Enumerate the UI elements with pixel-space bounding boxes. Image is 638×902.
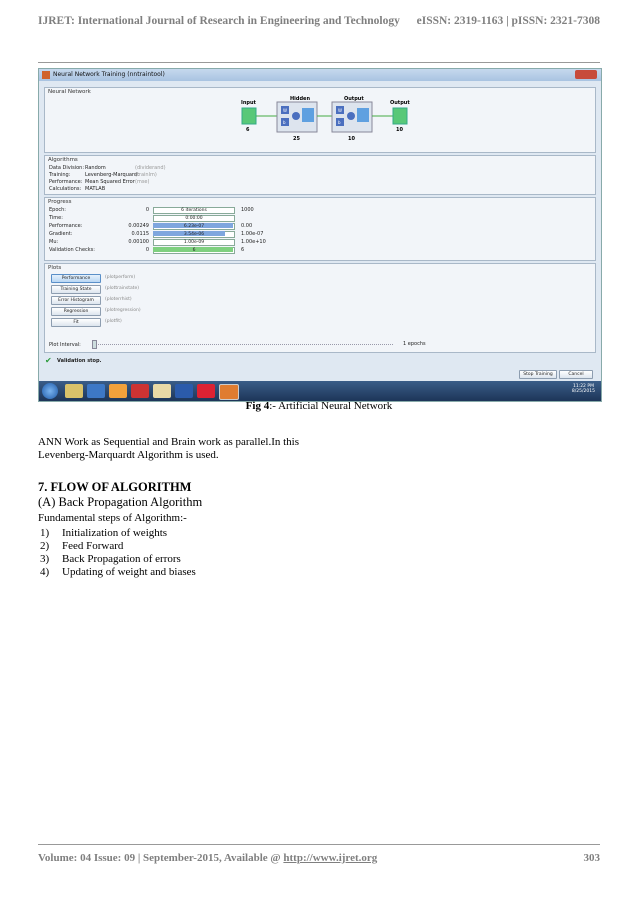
hidden-label: Hidden — [290, 96, 311, 102]
section-subheading: (A) Back Propagation Algorithm — [38, 495, 203, 509]
folder-icon[interactable] — [153, 384, 171, 398]
progress-current: 1.00e-09 — [183, 240, 205, 245]
plot-training-state-button[interactable]: Training State — [51, 285, 101, 294]
plot-fn: (ploterrhist) — [105, 297, 132, 302]
clock-date: 8/25/2015 — [571, 389, 595, 394]
plot-fn: (plotperform) — [105, 275, 136, 280]
output-node — [393, 108, 407, 124]
progress-label: Gradient: — [49, 231, 73, 237]
progress-bar — [153, 231, 235, 238]
figure-caption — [0, 400, 638, 412]
progress-current: 6 iterations — [181, 208, 207, 213]
pdf-icon[interactable] — [131, 384, 149, 398]
acrobat-icon[interactable] — [197, 384, 215, 398]
footer-rule — [38, 844, 600, 845]
progress-label: Epoch: — [49, 207, 66, 213]
network-diagram — [45, 88, 595, 152]
matlab-taskbar-icon[interactable] — [219, 384, 239, 400]
progress-bar — [153, 223, 235, 230]
progress-panel — [44, 197, 596, 261]
output-sum — [347, 112, 355, 120]
panel-title: Neural Network — [48, 89, 91, 95]
progress-end: 1.00e-07 — [241, 231, 264, 237]
output-layer-label: Output — [344, 96, 364, 102]
hidden-sum — [292, 112, 300, 120]
system-clock — [572, 384, 595, 394]
plot-fn: (plotregression) — [105, 308, 141, 313]
nntraintool-screenshot — [38, 68, 602, 402]
page-footer — [38, 852, 600, 864]
algorithms-panel — [44, 155, 596, 195]
progress-current: 6.23e-07 — [183, 224, 205, 229]
b-glyph: b — [283, 120, 286, 125]
progress-end: 1.00e+10 — [241, 239, 266, 245]
plot-interval-label: Plot Interval: — [49, 342, 81, 348]
paragraph-line: ANN Work as Sequential and Brain work as parallel.In this — [38, 436, 300, 448]
progress-label: Validation Checks: — [49, 247, 95, 253]
progress-end: 0.00 — [241, 223, 253, 229]
list-item — [40, 566, 196, 579]
panel-title: Plots — [48, 265, 62, 271]
word-icon[interactable] — [175, 384, 193, 398]
explorer-icon[interactable] — [65, 384, 83, 398]
step-text: Feed Forward — [62, 540, 124, 552]
section-intro: Fundamental steps of Algorithm:- — [38, 512, 187, 524]
page-header — [38, 15, 600, 29]
step-text: Back Propagation of errors — [62, 553, 181, 565]
progress-end: 6 — [241, 247, 245, 253]
close-icon[interactable] — [575, 70, 597, 79]
step-text: Updating of weight and biases — [62, 566, 196, 578]
w-glyph: W — [338, 108, 342, 113]
plot-regression-button[interactable]: Regression — [51, 307, 101, 316]
section-heading: 7. FLOW OF ALGORITHM — [38, 480, 192, 494]
b-glyph: b — [338, 120, 341, 125]
plot-fn: (plottrainstate) — [105, 286, 140, 291]
progress-end: 1000 — [241, 207, 254, 213]
algorithm-label: Training: — [49, 172, 71, 178]
output-transfer — [357, 108, 369, 122]
firefox-icon[interactable] — [109, 384, 127, 398]
output-layer-count: 10 — [348, 136, 355, 142]
hidden-transfer — [302, 108, 314, 122]
algorithm-value: MATLAB — [85, 186, 106, 192]
progress-current: 3.54e-06 — [183, 232, 205, 237]
plot-interval-value: 1 epochs — [403, 341, 426, 347]
progress-bar — [153, 239, 235, 246]
window-title: Neural Network Training (nntraintool) — [53, 71, 165, 78]
panel-title: Algorithms — [48, 157, 78, 163]
input-count: 6 — [246, 127, 250, 133]
cancel-button[interactable]: Cancel — [559, 370, 593, 379]
algorithm-fn: (dividerand) — [135, 165, 166, 171]
footer-link[interactable]: http://www.ijret.org — [283, 852, 378, 864]
footer-volume: Volume: 04 Issue: 09 | September-2015, Available @ — [38, 852, 284, 864]
plot-interval-slider[interactable] — [93, 344, 393, 346]
step-text: Initialization of weights — [62, 527, 168, 539]
progress-start: 0.00100 — [128, 239, 149, 245]
w-glyph: W — [283, 108, 287, 113]
algorithm-fn: (trainlm) — [135, 172, 157, 178]
progress-start: 0.0115 — [131, 231, 149, 237]
plot-performance-button[interactable]: Performance — [51, 274, 101, 283]
status-text: Validation stop. — [57, 358, 102, 364]
progress-bar — [153, 215, 235, 222]
progress-current: 0:00:00 — [185, 216, 203, 221]
list-item — [40, 553, 196, 566]
progress-bar — [153, 207, 235, 214]
media-player-icon[interactable] — [87, 384, 105, 398]
algorithm-value: Mean Squared Error — [85, 179, 135, 185]
progress-label: Performance: — [49, 223, 83, 229]
hidden-count: 25 — [293, 136, 300, 142]
output-label: Output — [390, 100, 410, 106]
algorithm-fn: (mse) — [135, 179, 150, 185]
progress-bar — [153, 247, 235, 254]
caption-text: :- Artificial Neural Network — [269, 400, 393, 412]
step-number: 4) — [40, 566, 50, 578]
matlab-icon — [42, 71, 50, 79]
caption-label: Fig 4 — [245, 400, 270, 412]
steps-list — [40, 527, 196, 579]
input-label: Input — [241, 100, 256, 106]
algorithm-value: Levenberg-Marquardt — [85, 172, 140, 178]
clock-time: 11:22 PM — [572, 384, 594, 389]
paragraph-line: Levenberg-Marquardt Algorithm is used. — [38, 449, 219, 461]
panel-title: Progress — [48, 199, 72, 205]
progress-label: Mu: — [49, 239, 59, 245]
slider-handle[interactable] — [92, 340, 97, 349]
progress-current: 6 — [192, 248, 196, 253]
step-number: 3) — [40, 553, 50, 565]
list-item — [40, 540, 196, 553]
header-rule — [38, 62, 600, 63]
output-count: 10 — [396, 127, 403, 133]
plots-panel — [44, 263, 596, 353]
window-titlebar — [39, 69, 601, 81]
journal-title: IJRET: International Journal of Research in Engineering and Technology — [38, 15, 400, 27]
progress-label: Time: — [49, 215, 63, 221]
progress-start: 0.00249 — [128, 223, 149, 229]
start-orb-icon[interactable] — [42, 383, 58, 399]
plot-error-histogram-button[interactable]: Error Histogram — [51, 296, 101, 305]
issn: eISSN: 2319-1163 | pISSN: 2321-7308 — [416, 15, 600, 27]
algorithm-label: Performance: — [49, 179, 83, 185]
check-icon: ✔ — [45, 356, 52, 365]
progress-start: 0 — [145, 247, 149, 253]
input-node — [242, 108, 256, 124]
windows-taskbar — [39, 381, 601, 401]
list-item — [40, 527, 196, 540]
algorithm-label: Calculations: — [49, 186, 82, 192]
step-number: 2) — [40, 540, 50, 552]
stop-training-button[interactable]: Stop Training — [519, 370, 557, 379]
progress-start: 0 — [145, 207, 149, 213]
algorithm-label: Data Division: — [49, 165, 85, 171]
step-number: 1) — [40, 527, 50, 539]
plot-fit-button[interactable]: Fit — [51, 318, 101, 327]
plot-fn: (plotfit) — [105, 319, 122, 324]
page-number: 303 — [583, 852, 600, 864]
body-paragraph — [38, 436, 299, 462]
neural-network-panel — [44, 87, 596, 153]
algorithm-value: Random — [85, 165, 106, 171]
